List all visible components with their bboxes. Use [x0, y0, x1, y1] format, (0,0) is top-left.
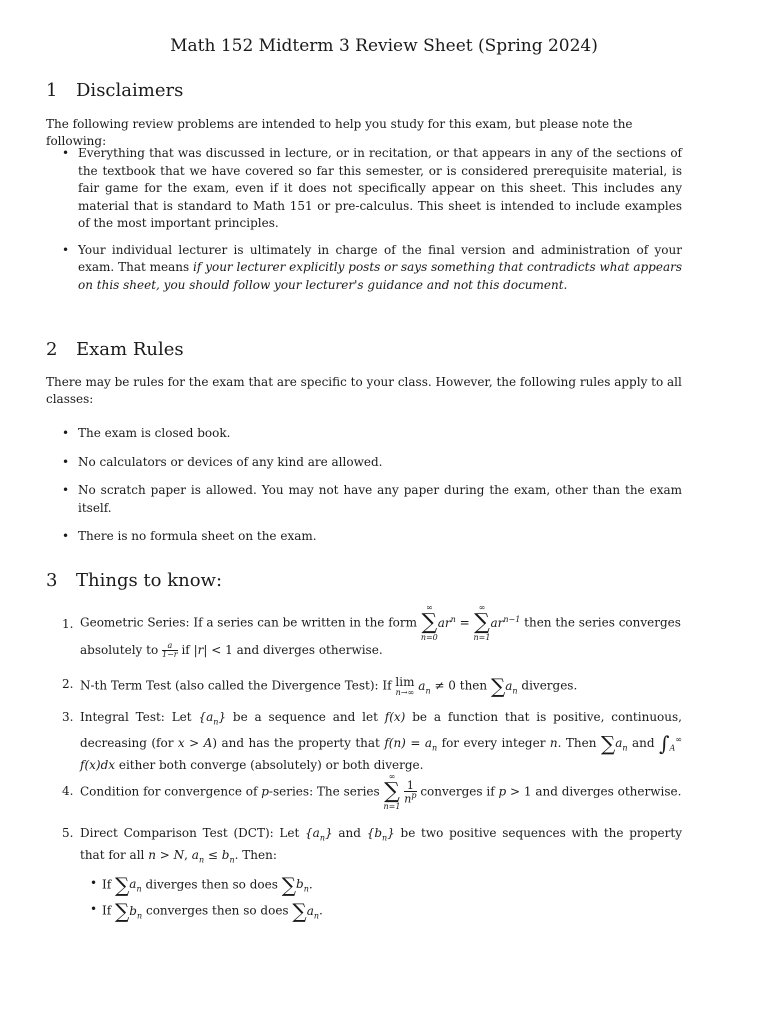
section-title: Things to know:	[76, 570, 223, 591]
item-text: be two positive sequences with the property that for all	[80, 826, 682, 862]
disclaimer-emphasis: if your lecturer explicitly posts or says something that contradicts what appears on this sheet, you should follow your lecturer's guidance and not this document.	[78, 260, 683, 292]
item-text: Direct Comparison Test (DCT): Let	[80, 826, 300, 840]
item-text: If	[102, 877, 112, 892]
item-body: Condition for convergence of p-series: The series ∞ ∑ n=1 $\frac{1}{n^p}$ converges if p > 1 and diverges otherwise.	[80, 772, 682, 811]
item-text: N-th Term Test (also called the Divergence Test): If	[80, 678, 392, 693]
disclaimer-text: Your individual lecturer is ultimately in charge of the final version and administration of your exam. That means	[78, 242, 682, 274]
item-text: converges if	[420, 784, 495, 799]
item-number: 5.	[62, 826, 74, 840]
item-text: if	[181, 643, 190, 657]
list-item-direct-comparison-test	[62, 825, 682, 928]
summation-symbol: ∞ ∑ n=1	[383, 772, 401, 811]
item-text: ) and has the property that	[212, 735, 380, 750]
item-text: be a sequence and let	[232, 710, 378, 724]
rules-list	[62, 425, 682, 546]
item-body: Integral Test: Let $\{a_n\}$ be a sequence and let f(x) be a function that is positive, continuous, decreasing (for x > A) and has the property that $f(n) = a_n$ for every integer n. Then $\sum a_n$ and $\int_A^\infty$ f(x)dx either both converge (absolutely) or both diverge.	[80, 710, 682, 772]
list-item-integral-test	[62, 709, 682, 774]
item-text: and	[632, 735, 655, 750]
item-text: Condition for convergence of	[80, 784, 258, 799]
list-item-p-series	[62, 773, 682, 811]
item-text: and	[338, 826, 361, 840]
item-body: N-th Term Test (also called the Divergence Test): If lim n→∞ $a_n \ne 0$ then $\sum a_n$ diverges.	[80, 674, 578, 698]
section-heading-things-to-know	[46, 570, 222, 591]
section-heading-disclaimers	[46, 80, 183, 101]
item-number: 2.	[62, 677, 74, 691]
section-title: Exam Rules	[76, 339, 184, 360]
section-number: 2	[46, 339, 58, 360]
item-text: . Then	[557, 735, 597, 750]
rule-item: • No scratch paper is allowed. You may not have any paper during the exam, other than the exam itself.	[62, 482, 682, 517]
item-text: diverges.	[521, 678, 578, 693]
rules-intro: There may be rules for the exam that are specific to your class. However, the following rules apply to all classes:	[46, 375, 682, 406]
disclaimers-intro: The following review problems are intended to help you study for this exam, but please note the following:	[46, 117, 633, 148]
sublist-item: • If $\sum b_n$ converges then so does $\sum a_n$.	[90, 901, 682, 924]
item-number: 4.	[62, 784, 74, 798]
summation-symbol: ∞ ∑ n=1	[473, 603, 491, 642]
item-text: and diverges otherwise.	[535, 784, 682, 799]
item-text: diverges then so does	[145, 877, 278, 892]
disclaimer-item: • Everything that was discussed in lecture, or in recitation, or that appears in any of the sections of the textbook that we have covered so far this semester, or is considered prerequisite material, is fair game for the exam, even if it does not specifically appear on this sheet. This includes any material that is standard to Math 151 or pre-calculus. This sheet is intended to include examples of the most important principles.	[62, 145, 682, 233]
list-item-nth-term-test	[62, 676, 682, 699]
item-text: -series: The series	[268, 784, 380, 799]
list-item-geometric-series	[62, 604, 682, 660]
fraction: $\frac{1}{n^p}$	[404, 778, 417, 806]
rule-item: • No calculators or devices of any kind are allowed.	[62, 454, 682, 472]
section-title: Disclaimers	[76, 80, 184, 101]
item-text: . Then:	[234, 847, 277, 862]
sublist-item: • If $\sum a_n$ diverges then so does $\sum b_n$.	[90, 875, 682, 898]
section-number: 3	[46, 570, 58, 591]
fraction: $\frac{a}{1-r}$	[162, 641, 178, 659]
item-text: then the series converges	[524, 615, 681, 630]
item-text: either both converge (absolutely) or both diverge.	[118, 757, 424, 772]
item-text: If	[102, 903, 112, 918]
summation-symbol: ∞ ∑ n=0	[420, 603, 438, 642]
section-number: 1	[46, 80, 58, 101]
item-number: 1.	[62, 617, 74, 631]
item-text: Integral Test: Let	[80, 710, 192, 724]
item-text: for every integer	[441, 735, 546, 750]
rule-item: • The exam is closed book.	[62, 425, 682, 443]
item-text: absolutely to	[80, 643, 159, 657]
item-text: converges then so does	[145, 903, 289, 918]
limit-operator: lim n→∞	[395, 675, 415, 698]
item-body: Direct Comparison Test (DCT): Let $\{a_n\}$ and $\{b_n\}$ be two positive sequences with the property that for all n > N, $a_n \le b_n$. Then: • If $\sum a_n$ diverges then so does $\sum b_n$. • If $\sum b_n$ converges then so does $\sum a_n$.	[80, 825, 682, 925]
disclaimer-item	[62, 242, 682, 295]
item-number: 3.	[62, 710, 74, 724]
disclaimers-list	[62, 145, 682, 294]
section-heading-exam-rules	[46, 339, 184, 360]
document-title: Math 152 Midterm 3 Review Sheet (Spring 2024)	[170, 36, 598, 56]
item-text: Geometric Series: If a series can be written in the form	[80, 615, 417, 630]
item-body: Geometric Series: If a series can be written in the form ∞ ∑ n=0 $ar^n$ = ∞ ∑ n=1 $ar^{n-1}$ then the series converges absolutely to $\frac{a}{1-r}$ if |r| < 1 and diverges otherwise.	[80, 603, 681, 659]
item-text: and diverges otherwise.	[236, 643, 383, 657]
item-text: then	[459, 678, 488, 693]
item-text: be a function that is positive, continuous, decreasing (for	[80, 710, 682, 750]
rule-item: • There is no formula sheet on the exam.	[62, 528, 682, 546]
